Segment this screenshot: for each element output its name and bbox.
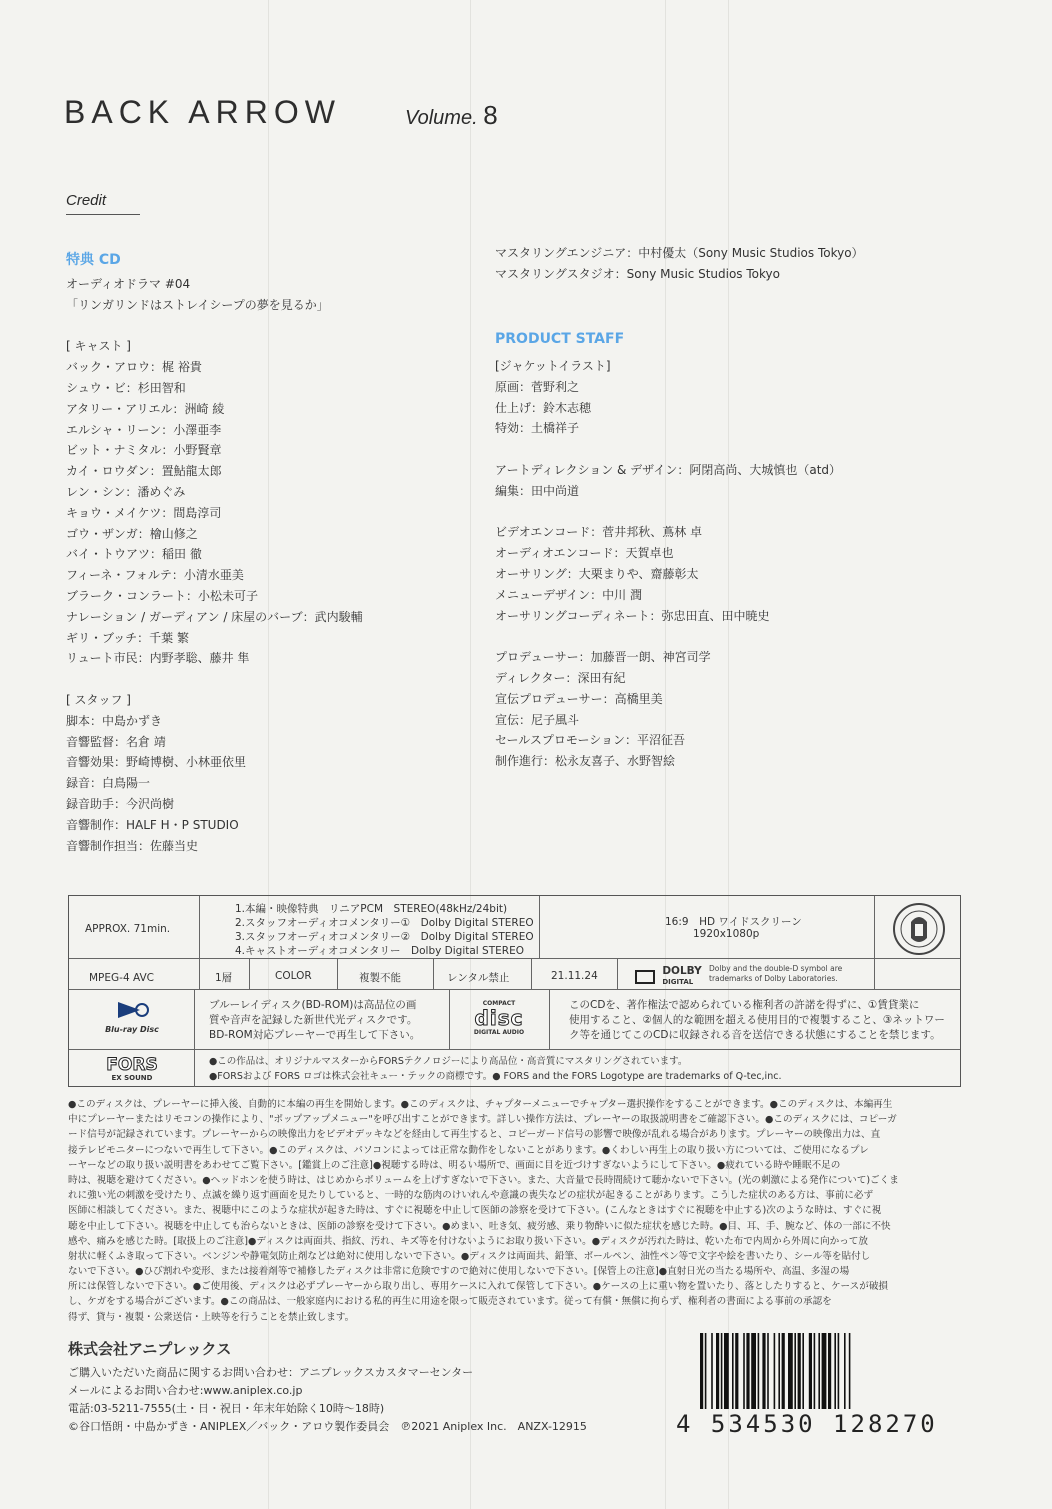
- volume-number: 8: [483, 100, 498, 130]
- barcode-bar: [735, 1333, 738, 1409]
- credit-line: セールスプロモーション：平沼征吾: [495, 733, 685, 748]
- audio-track: 4.キャストオーディオコメンタリー Dolby Digital STEREO: [235, 945, 524, 957]
- bonus-cd-heading: 特典 CD: [66, 252, 121, 268]
- barcode-bar: [849, 1333, 851, 1409]
- barcode-bar: [746, 1333, 749, 1409]
- credit-line: ゴウ・ザンガ：檜山修之: [66, 526, 198, 541]
- bluray-desc-line: ブルーレイディスク(BD-ROM)は高品位の画: [209, 999, 417, 1011]
- table-divider: [531, 958, 532, 989]
- notice-line: 射状に軽くふき取って下さい。ベンジンや静電気防止剤などは絶対に使用しないで下さい。●ディスクは両面共、鉛筆、ボールペン、油性ペン等で文字や絵を書いたり、シール等を貼付し: [68, 1250, 871, 1262]
- notice-line: ーヤーなどの取り扱い説明書をあわせてご覧下さい。[鑑賞上のご注意]●視聴する時は、明るい場所で、画面に目を近づけすぎないようにして下さい。●疲れている時や睡眠不足の: [68, 1159, 841, 1171]
- credit-line: 「リンガリンドはストレイシープの夢を見るか」: [66, 297, 329, 312]
- dolby-note-line: Dolby and the double-D symbol are: [709, 964, 843, 973]
- credit-line: ナレーション / ガーディアン / 床屋のバーブ：武内駿輔: [66, 609, 363, 624]
- notice-line: ード信号が記録されています。プレーヤーからの映像出力をビデオデッキなどを経由して再生すると、コピーガード信号の影響で映像が乱れる場合があります。プレーヤーの映像出力は、直: [68, 1129, 881, 1141]
- company-name: 株式会社アニプレックス: [68, 1340, 232, 1358]
- cd-notice-line: 使用すること、②個人的な範囲を超える使用目的で複製すること、③ネットワー: [569, 1014, 945, 1026]
- barcode: [696, 1333, 958, 1411]
- barcode-bar: [814, 1333, 816, 1409]
- barcode-bar: [774, 1333, 776, 1409]
- credit-line: 特効：土橋祥子: [495, 421, 580, 436]
- cd-logo-mid: disc: [474, 1006, 524, 1030]
- spacer: [66, 669, 363, 690]
- dolby-wordmark: DOLBY: [662, 965, 702, 977]
- barcode-bar: [778, 1333, 780, 1409]
- fors-note-line: ●FORSおよび FORS ロゴは株式会社キュー・テックの商標です。● FORS and the FORS Logotype are trademarks of Q-tec,inc.: [209, 1071, 782, 1082]
- credit-line: ギリ・ブッチ：千葉 繁: [66, 630, 189, 645]
- spacer: [495, 439, 841, 460]
- screen-resolution: 1920x1080p: [693, 928, 760, 940]
- notice-line: 中にプレーヤーまたはリモコンの操作により、"ポップアップメニュー"を呼び出すことができます。詳しい操作方法は、プレーヤーの取扱説明書をご確認下さい。●このディスクには、コピーガ: [68, 1114, 897, 1126]
- credit-line: [ キャスト ]: [66, 339, 131, 354]
- mastering-credits: [495, 243, 864, 285]
- compact-disc-logo: [459, 1000, 539, 1036]
- audio-track: 2.スタッフオーディオコメンタリー① Dolby Digital STEREO: [235, 917, 534, 929]
- release-date: 21.11.24: [551, 970, 598, 982]
- screen-format: 16:9 HD ワイドスクリーン: [665, 916, 802, 928]
- credit-line: バイ・トウアツ：稲田 徹: [66, 547, 202, 562]
- fors-logo: [97, 1056, 167, 1082]
- table-rule: [69, 989, 960, 990]
- credit-line: シュウ・ビ：杉田智和: [66, 380, 186, 395]
- barcode-bar: [732, 1333, 734, 1409]
- bluray-desc-line: 質や音声を記録した新世代光ディスクです。: [209, 1014, 418, 1026]
- credit-line: 録音：白鳥陽一: [66, 776, 151, 791]
- credit-line: 音響制作担当：佐藤当史: [66, 838, 199, 853]
- notice-line: し、ケガをする場合がございます。●この商品は、一般家庭内における私的再生に用途を限って販売されています。従って有償・無償に拘らず、権利者の書面による事前の承認を: [68, 1296, 832, 1308]
- credit-line: [ スタッフ ]: [66, 692, 131, 707]
- copy-notice: 複製不能: [359, 972, 401, 984]
- credit-line: マスタリングエンジニア：中村優太（Sony Music Studios Tokyo）: [495, 246, 864, 260]
- audio-track: 1.本編・映像特典 リニアPCM STEREO(48kHz/24bit): [235, 903, 508, 915]
- dolby-sub: DIGITAL: [662, 978, 694, 986]
- bluray-description: [209, 998, 420, 1043]
- barcode-bar: [834, 1333, 836, 1409]
- barcode-number: 4 534530 128270: [676, 1410, 938, 1438]
- credit-line: 音響監督：名倉 靖: [66, 734, 166, 749]
- spec-table: [68, 895, 961, 1087]
- table-divider: [199, 896, 200, 989]
- video-codec: MPEG-4 AVC: [89, 972, 154, 984]
- credit-line: レン・シン：潘めぐみ: [66, 484, 186, 499]
- barcode-bar: [758, 1333, 760, 1409]
- barcode-bar: [844, 1333, 846, 1409]
- notice-line: 接テレビモニターにつないで再生して下さい。●このディスクは、パソコンによっては正常な動作をしないことがあります。●くわしい再生上の取り扱い方については、ご使用になるプレ: [68, 1144, 869, 1156]
- credit-line: リュート市民：内野孝聡、藤井 隼: [66, 651, 250, 666]
- credit-line: 宣伝：尼子風斗: [495, 712, 580, 727]
- table-divider: [194, 989, 195, 1087]
- color-label: COLOR: [275, 970, 312, 982]
- barcode-bar: [794, 1333, 796, 1409]
- credit-line: エルシャ・リーン：小澤亜李: [66, 422, 222, 437]
- notice-line: 感や、痛みを感じた時。[取扱上のご注意]●ディスクは両面共、指紋、汚れ、キズ等を付けないようにお取り扱い下さい。●ディスクが汚れた時は、乾いた布で内周から外周に向かって放: [68, 1235, 868, 1247]
- contact-line: メールによるお問い合わせ:www.aniplex.co.jp: [68, 1384, 303, 1397]
- credit-line: プロデューサー：加藤晋一朗、神宮司学: [495, 650, 711, 665]
- credit-line: オーサリングコーディネート：弥忠田直、田中暁史: [495, 608, 770, 623]
- credit-line: アタリー・アリエル：洲崎 綾: [66, 401, 225, 416]
- table-divider: [249, 958, 250, 989]
- notice-line: ●このディスクは、プレーヤーに挿入後、自動的に本編の再生を開始します。●このディスクは、チャプターメニューでチャプター選択操作をすることができます。●このディスクは、本編再生: [68, 1099, 893, 1110]
- fors-notes: [209, 1054, 781, 1084]
- bluray-logo: [97, 1000, 167, 1034]
- credit-line: オーサリング：大栗まりや、齋藤彰太: [495, 566, 699, 581]
- credit-line: オーディオドラマ #04: [66, 277, 191, 291]
- table-divider: [449, 989, 450, 1049]
- dolby-note-line: trademarks of Dolby Laboratories.: [709, 974, 838, 983]
- contact-line: 電話:03-5211-7555(土・日・祝日・年末年始除く10時〜18時): [68, 1402, 385, 1415]
- barcode-bar: [721, 1333, 723, 1409]
- table-divider: [337, 958, 338, 989]
- audio-track-list: [235, 902, 534, 958]
- bluray-desc-line: BD-ROM対応プレーヤーで再生して下さい。: [209, 1029, 421, 1041]
- barcode-bar: [782, 1333, 785, 1409]
- credit-line: キョウ・メイケツ：間島淳司: [66, 505, 222, 520]
- barcode-bar: [828, 1333, 831, 1409]
- credit-line: ビット・ナミタル：小野賢章: [66, 443, 222, 458]
- notice-line: れに強い光の刺激を受けたり、点滅を繰り返す画面を見たりしていると、一時的な筋肉のけいれんや意識の喪失などの症状が起きることがあります。こうした症状のある方は、事前に必ず: [68, 1190, 874, 1202]
- contact-line: ©谷口悟朗・中島かずき・ANIPLEX／バック・アロウ製作委員会 ℗2021 Aniplex Inc. ANZX-12915: [68, 1420, 587, 1433]
- dolby-trademark-note: [709, 964, 842, 984]
- series-title: BACK ARROW: [64, 94, 341, 130]
- table-divider: [549, 989, 550, 1049]
- rental-notice: レンタル禁止: [447, 972, 510, 984]
- left-credit-list: [66, 274, 363, 856]
- barcode-bar: [809, 1333, 812, 1409]
- table-rule: [69, 1049, 960, 1050]
- cd-notice-line: このCDを、著作権法で認められている権利者の許諾を得ずに、①賃貸業に: [569, 999, 920, 1011]
- credit-line: アートディレクション & デザイン：阿閉高尚、大城慎也（atd）: [495, 462, 842, 477]
- audio-track: 3.スタッフオーディオコメンタリー② Dolby Digital STEREO: [235, 931, 534, 943]
- dolby-double-d-icon: [635, 970, 655, 984]
- notice-line: 得ず、貸与・複製・公衆送信・上映等を行うことを禁止致します。: [68, 1311, 355, 1323]
- table-divider: [539, 896, 540, 958]
- notice-line: 時は、視聴を避けてください。●ヘッドホンを使う時は、はじめからボリュームを上げすぎないで下さい。また、大音量で長時間続けて聴かないで下さい。(光の刺激による発作について)ごくま: [68, 1174, 899, 1186]
- barcode-bar: [705, 1333, 707, 1409]
- credit-line: オーディオエンコード：天賀卓也: [495, 546, 674, 561]
- credit-line: 仕上げ：鈴木志穂: [495, 400, 592, 415]
- fors-note-line: ●この作品は、オリジナルマスターからFORSテクノロジーにより高品位・高音質にマスタリングされています。: [209, 1056, 688, 1067]
- credit-line: ブラーク・コンラート：小松未可子: [66, 588, 259, 603]
- credit-line: メニューデザイン：中川 潤: [495, 587, 642, 602]
- credit-line: 音響効果：野崎博樹、小林亜依里: [66, 755, 247, 770]
- notice-line: 聴を中止して下さい。視聴を中止しても治らないときは、医師の診察を受けて下さい。●めまい、吐き気、疲労感、乗り物酔いに似た症状を感じた時。●目、耳、手、腕など、体の一部に不快: [68, 1220, 891, 1232]
- credit-underline: [66, 214, 140, 215]
- credit-line: 宣伝プロデューサー：高橋里美: [495, 691, 663, 706]
- layer-count: 1層: [215, 972, 233, 984]
- bluray-icon: [110, 1000, 154, 1022]
- barcode-bar: [762, 1333, 765, 1409]
- certification-seal-icon: [889, 902, 949, 956]
- barcode-bar: [802, 1333, 804, 1409]
- fors-wordmark: FORS: [106, 1055, 158, 1075]
- product-staff-heading: PRODUCT STAFF: [495, 331, 625, 347]
- contact-info: [68, 1364, 587, 1436]
- credit-line: [ジャケットイラスト]: [495, 359, 611, 373]
- contact-line: ご購入いただいた商品に関するお問い合わせ：アニプレックスカスタマーセンター: [68, 1366, 474, 1379]
- credit-label: Credit: [66, 192, 107, 209]
- duration-cell: APPROX. 71min.: [85, 923, 171, 935]
- credit-line: 脚本：中島かずき: [66, 713, 163, 728]
- handling-notice: [68, 1097, 962, 1325]
- notice-line: 所には保管しないで下さい。●ご使用後、ディスクは必ずプレーヤーから取り出し、専用ケースに入れて保管して下さい。●ケースの上に重い物を置いたり、落としたりすると、ケースが破損: [68, 1281, 889, 1293]
- barcode-bar: [751, 1333, 756, 1409]
- credit-line: ビデオエンコード：菅井邦秋、蔦林 卓: [495, 525, 703, 540]
- credit-line: フィーネ・フォルテ：小清水亜美: [66, 568, 244, 583]
- barcode-bar: [711, 1333, 713, 1409]
- barcode-bar: [724, 1333, 729, 1409]
- barcode-bar: [818, 1333, 820, 1409]
- product-staff-list: [495, 356, 841, 772]
- volume-label: [405, 100, 498, 131]
- spacer: [495, 502, 841, 523]
- cd-logo-bottom: DIGITAL AUDIO: [473, 1029, 525, 1036]
- table-divider: [433, 958, 434, 989]
- barcode-bar: [838, 1333, 840, 1409]
- credit-line: 編集：田中尚道: [495, 483, 580, 498]
- table-divider: [617, 958, 618, 989]
- barcode-bar: [743, 1333, 745, 1409]
- barcode-bar: [788, 1333, 793, 1409]
- bluray-wordmark: Blu-ray Disc: [105, 1025, 159, 1034]
- barcode-bar: [798, 1333, 801, 1409]
- volume-prefix: Volume.: [405, 107, 478, 129]
- credit-line: マスタリングスタジオ：Sony Music Studios Tokyo: [495, 266, 780, 281]
- cd-notice-line: ク等を通じてこのCDに収録される音を送信できる状態にすることを禁じます。: [569, 1029, 941, 1041]
- cd-logo-top: COMPACT: [482, 1000, 516, 1007]
- notice-line: ないで下さい。●ひび割れや変形、または接着剤等で補修したディスクは非常に危険ですので絶対に使用しないで下さい。[保管上の注意]●直射日光の当たる場所や、高温、多湿の場: [68, 1266, 850, 1278]
- credit-line: 原画：菅野利之: [495, 379, 580, 394]
- barcode-bar: [767, 1333, 769, 1409]
- barcode-bar: [822, 1333, 827, 1409]
- credit-line: 音響制作：HALF H・P STUDIO: [66, 817, 239, 832]
- credit-line: カイ・ロウダン：置鮎龍太郎: [66, 464, 222, 479]
- credit-line: 録音助手：今沢尚樹: [66, 796, 175, 811]
- cd-copyright-notice: [569, 998, 945, 1043]
- spacer: [66, 316, 363, 337]
- fors-sub: EX SOUND: [111, 1074, 153, 1082]
- barcode-bar: [700, 1333, 703, 1409]
- credit-line: ディレクター：深田有紀: [495, 670, 626, 685]
- credit-line: 制作進行：松永友喜子、水野智絵: [495, 754, 676, 769]
- dolby-logo: [635, 966, 702, 987]
- table-divider: [874, 896, 875, 989]
- barcode-bar: [716, 1333, 719, 1409]
- table-rule: [69, 958, 960, 959]
- credit-line: バック・アロウ：梶 裕貴: [66, 360, 202, 375]
- notice-line: 医師に相談してください。また、視聴中にこのような症状が起きた時は、すぐに視聴を中止して医師の診察を受けて下さい。(こんなときはすぐに視聴を中止する)次のような時は、すぐに視: [68, 1205, 882, 1217]
- spacer: [495, 626, 841, 647]
